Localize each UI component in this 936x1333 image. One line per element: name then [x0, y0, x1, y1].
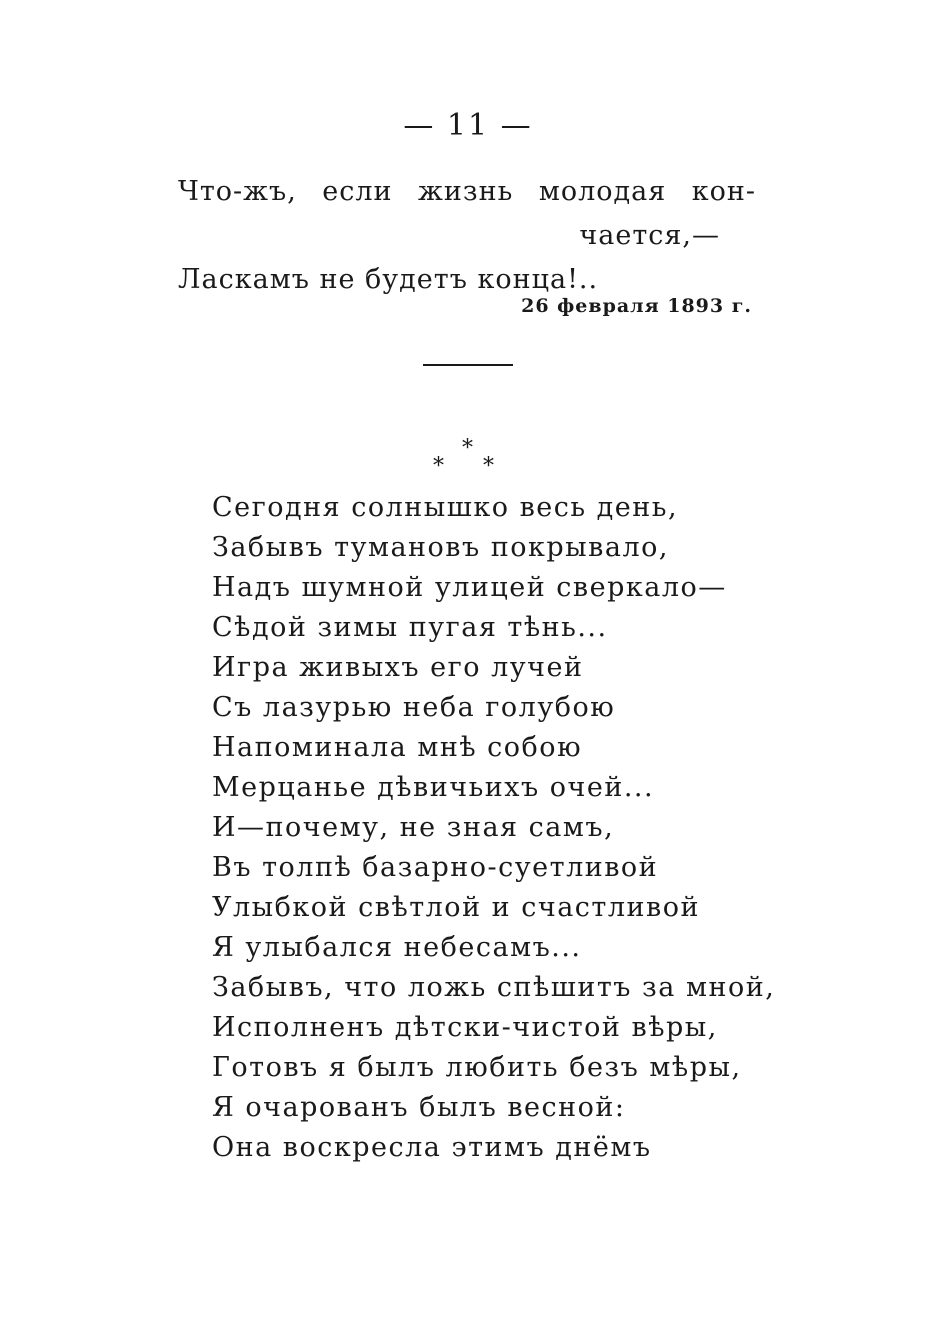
poem-line: Улыбкой свѣтлой и счастливой [212, 892, 700, 923]
asterism-divider [431, 438, 511, 478]
poem-line: И—почему, не зная самъ, [212, 812, 615, 843]
word: молодая [538, 176, 667, 207]
page-number: — 11 — [403, 108, 533, 143]
word: Что-жъ, [178, 176, 297, 207]
asterisk-top: * [462, 436, 473, 461]
word: жизнь [418, 176, 514, 207]
poem-line: Въ толпѣ базарно-суетливой [212, 852, 659, 883]
asterisk-left: * [433, 454, 444, 479]
poem-line: Сѣдой зимы пугая тѣнь... [212, 612, 608, 643]
asterisk-right: * [483, 454, 494, 479]
poem-line: Сегодня солнышко весь день, [212, 492, 679, 523]
poem-line: Забывъ тумановъ покрывало, [212, 532, 669, 563]
word: кон- [691, 176, 756, 207]
verse-line [178, 170, 756, 214]
poem-line: Игра живыхъ его лучей [212, 652, 584, 683]
poem-line: Забывъ, что ложь спѣшитъ за мной, [212, 972, 776, 1003]
poem-line: Готовъ я былъ любить безъ мѣры, [212, 1052, 742, 1083]
poem-line: Напоминала мнѣ собою [212, 732, 583, 763]
poem-line: Надъ шумной улицей сверкало— [212, 572, 727, 603]
previous-poem-ending [178, 170, 758, 302]
poem-line: Я очарованъ былъ весной: [212, 1092, 626, 1123]
verse-line: Ласкамъ не будетъ конца!.. [178, 264, 599, 295]
poem-line: Мерцанье дѣвичьихъ очей... [212, 772, 655, 803]
poem-line: Я улыбался небесамъ... [212, 932, 582, 963]
section-separator-rule [423, 364, 513, 366]
poem-line: Она воскресла этимъ днёмъ [212, 1132, 652, 1163]
verse-line-continuation: чается,— [579, 220, 720, 251]
poem-line: Съ лазурью неба голубою [212, 692, 616, 723]
poem-line: Исполненъ дѣтски-чистой вѣры, [212, 1012, 718, 1043]
poem-date: 26 февраля 1893 г. [521, 295, 752, 317]
word: если [322, 176, 393, 207]
poem-body [212, 488, 812, 1168]
